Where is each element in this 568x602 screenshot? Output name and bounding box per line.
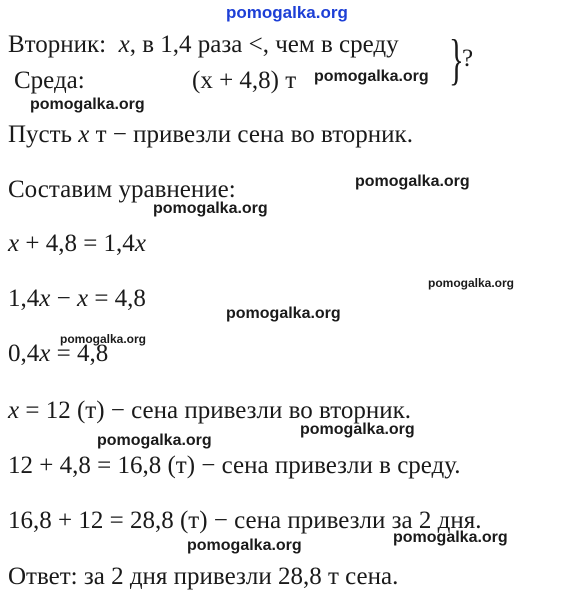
watermark[interactable]: pomogalka.org <box>314 68 429 85</box>
eq3-var: x <box>39 340 51 367</box>
eq2-coef: 1,4 <box>8 285 40 312</box>
watermark[interactable]: pomogalka.org <box>60 332 147 346</box>
eq2-rhs: = 4,8 <box>88 285 146 312</box>
given-tuesday <box>8 30 399 60</box>
equation-5: 12 + 4,8 = 16,8 (т) − сена привезли в среду. <box>8 452 461 479</box>
tuesday-variable: x <box>118 31 130 58</box>
watermark[interactable]: pomogalka.org <box>187 537 302 554</box>
watermark[interactable]: pomogalka.org <box>300 421 415 438</box>
compose-heading: Составим уравнение: <box>8 176 236 203</box>
eq2-minus: − <box>50 285 77 312</box>
watermark[interactable]: pomogalka.org <box>226 305 341 322</box>
let-text: Пусть <box>8 121 79 148</box>
watermark[interactable]: pomogalka.org <box>355 173 470 190</box>
watermark[interactable]: pomogalka.org <box>97 432 212 449</box>
let-description: т − привезли сена во вторник. <box>89 121 413 148</box>
given-wednesday-expression: (x + 4,8) т <box>192 67 297 94</box>
eq2-var2: x <box>76 285 89 312</box>
equation-6: 16,8 + 12 = 28,8 (т) − сена привезли за 2 дня. <box>8 507 482 534</box>
let-statement <box>8 120 413 150</box>
watermark[interactable]: pomogalka.org <box>153 200 268 217</box>
watermark[interactable]: pomogalka.org <box>428 276 515 290</box>
eq1-mid: + 4,8 = 1,4 <box>19 230 135 257</box>
let-variable: x <box>78 121 90 148</box>
given-question-mark: ? <box>462 45 474 72</box>
answer: Ответ: за 2 дня привезли 28,8 т сена. <box>8 563 399 590</box>
given-wednesday-label: Среда: <box>14 67 85 94</box>
tuesday-label: Вторник: <box>8 31 107 58</box>
eq2-var: x <box>39 285 51 312</box>
watermark-top[interactable]: pomogalka.org <box>226 3 348 22</box>
eq4-var: x <box>8 397 20 424</box>
eq3-coef: 0,4 <box>8 340 40 367</box>
eq1-var2: x <box>134 230 146 257</box>
equation-1 <box>8 229 146 259</box>
watermark[interactable]: pomogalka.org <box>30 96 145 113</box>
eq3-rhs: = 4,8 <box>50 340 109 367</box>
eq4-rest: = 12 (т) − сена привезли во вторник. <box>19 397 411 424</box>
equation-2 <box>8 284 146 314</box>
watermark[interactable]: pomogalka.org <box>393 529 508 546</box>
tuesday-description: , в 1,4 раза <, чем в среду <box>129 31 399 58</box>
given-brace: } <box>449 29 464 91</box>
eq1-var: x <box>8 230 20 257</box>
